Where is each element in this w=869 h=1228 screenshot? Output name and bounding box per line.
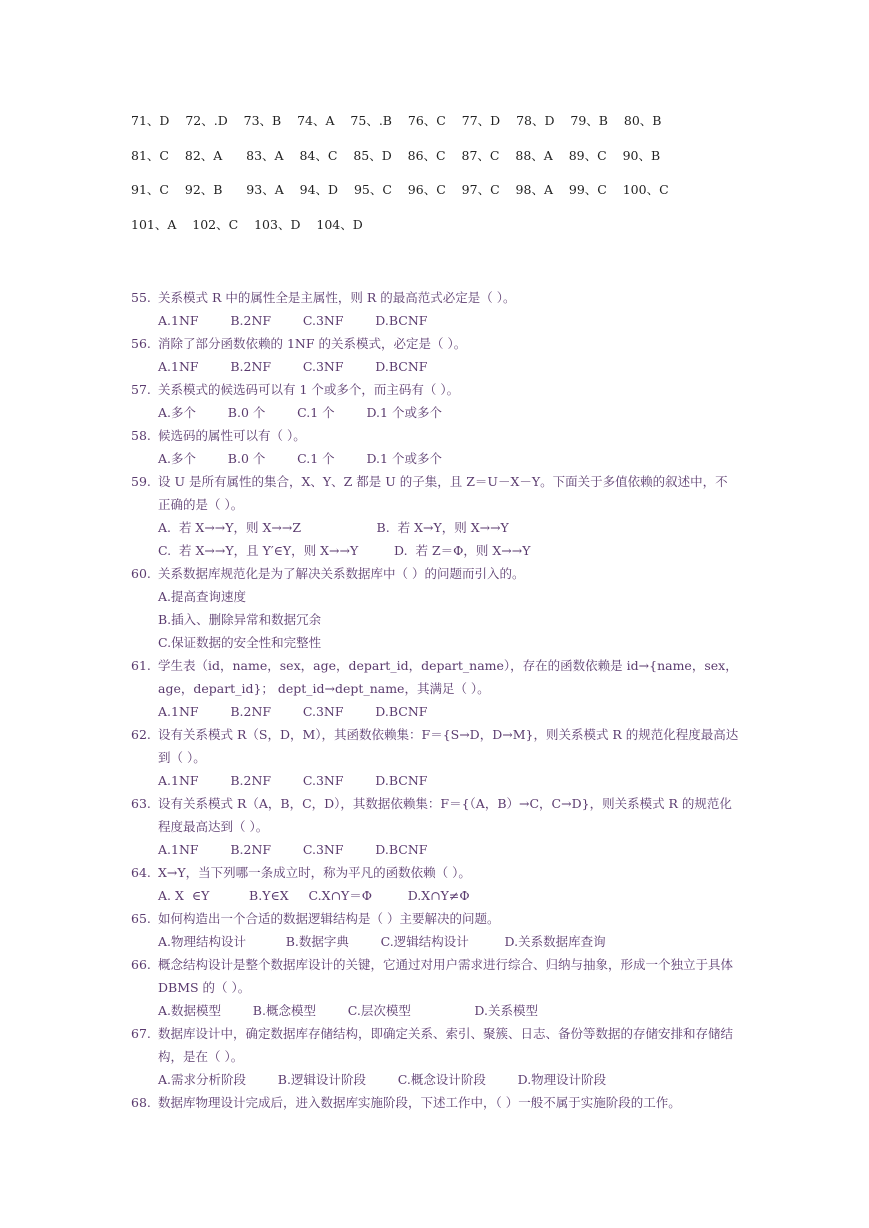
question-item: [131, 378, 741, 424]
question-number: 58.: [131, 428, 151, 443]
question-stem: [131, 286, 741, 309]
question-text: 消除了部分函数依赖的 1NF 的关系模式，必定是（ ）。: [158, 336, 467, 351]
question-number: 62.: [131, 727, 151, 742]
question-number: 60.: [131, 566, 151, 581]
question-item: [131, 1091, 741, 1114]
question-item: [131, 861, 741, 907]
question-text: 学生表（id，name，sex，age，depart_id，depart_name），存在的函数依赖是 id→{name，sex，age，depart_id}； dept_id→dept_name，其满足（ ）。: [158, 658, 738, 696]
question-options: A.需求分析阶段 B.逻辑设计阶段 C.概念设计阶段 D.物理设计阶段: [158, 1072, 607, 1087]
question-stem: [131, 1091, 741, 1114]
question-text: 设有关系模式 R（A，B，C，D），其数据依赖集：F＝{（A，B）→C，C→D}，则关系模式 R 的规范化程度最高达到（ ）。: [158, 796, 732, 834]
question-stem: [131, 378, 741, 401]
question-number: 59.: [131, 474, 151, 489]
question-text: 如何构造出一个合适的数据逻辑结构是（ ）主要解决的问题。: [158, 911, 500, 926]
question-item: [131, 424, 741, 470]
question-item: [131, 953, 741, 1022]
question-text: 关系模式 R 中的属性全是主属性，则 R 的最高范式必定是（ ）。: [158, 290, 516, 305]
question-number: 55.: [131, 290, 151, 305]
question-options: A.数据模型 B.概念模型 C.层次模型 D.关系模型: [158, 1003, 538, 1018]
question-stem: [131, 792, 741, 838]
question-number: 56.: [131, 336, 151, 351]
question-number: 65.: [131, 911, 151, 926]
question-number: 68.: [131, 1095, 151, 1110]
question-options: A.1NF B.2NF C.3NF D.BCNF: [158, 359, 428, 374]
question-text: 数据库设计中，确定数据库存储结构，即确定关系、索引、聚簇、日志、备份等数据的存储安排和存储结构，是在（ ）。: [158, 1026, 734, 1064]
question-number: 61.: [131, 658, 151, 673]
question-options: A.1NF B.2NF C.3NF D.BCNF: [158, 313, 428, 328]
question-stem: [131, 470, 741, 516]
question-stem: [131, 907, 741, 930]
question-options: A.1NF B.2NF C.3NF D.BCNF: [158, 773, 428, 788]
question-options: C. 若 X→→Y，且 Y′∈Y，则 X→→Y D. 若 Z＝Φ，则 X→→Y: [158, 543, 531, 558]
question-text: 关系模式的候选码可以有 1 个或多个，而主码有（ ）。: [158, 382, 460, 397]
question-text: 概念结构设计是整个数据库设计的关键，它通过对用户需求进行综合、归纳与抽象，形成一个独立于具体 DBMS 的（ ）。: [158, 957, 734, 995]
question-options: A.物理结构设计 B.数据字典 C.逻辑结构设计 D.关系数据库查询: [158, 934, 606, 949]
question-text: 关系数据库规范化是为了解决关系数据库中（ ）的问题而引入的。: [158, 566, 525, 581]
question-number: 63.: [131, 796, 151, 811]
question-number: 57.: [131, 382, 151, 397]
question-number: 64.: [131, 865, 151, 880]
question-number: 66.: [131, 957, 151, 972]
answer-row: 101、A 102、C 103、D 104、D: [131, 216, 363, 232]
question-stem: [131, 861, 741, 884]
question-options: A.1NF B.2NF C.3NF D.BCNF: [158, 704, 428, 719]
question-options: C.保证数据的安全性和完整性: [158, 635, 322, 650]
question-stem: [131, 424, 741, 447]
answer-row: 91、C 92、B 93、A 94、D 95、C 96、C 97、C 98、A 99、C 100、C: [131, 182, 669, 197]
question-text: 数据库物理设计完成后，进入数据库实施阶段，下述工作中，（ ）一般不属于实施阶段的工作。: [158, 1095, 681, 1110]
question-stem: [131, 654, 741, 700]
question-text: 设有关系模式 R（S，D，M），其函数依赖集：F＝{S→D，D→M}，则关系模式 R 的规范化程度最高达到（ ）。: [158, 727, 739, 765]
answer-row: 81、C 82、A 83、A 84、C 85、D 86、C 87、C 88、A 89、C 90、B: [131, 147, 661, 163]
question-text: X→Y，当下列哪一条成立时，称为平凡的函数依赖（ ）。: [158, 865, 471, 880]
answer-row: 71、D 72、.D 73、B 74、A 75、.B 76、C 77、D 78、D 79、B 80、B: [131, 113, 662, 128]
question-options: B.插入、删除异常和数据冗余: [158, 612, 322, 627]
question-stem: [131, 953, 741, 999]
question-stem: [131, 562, 741, 585]
question-stem: [131, 723, 741, 769]
question-stem: [131, 1022, 741, 1068]
question-item: [131, 792, 741, 861]
question-text: 候选码的属性可以有（ ）。: [158, 428, 306, 443]
question-stem: [131, 332, 741, 355]
question-item: [131, 470, 741, 562]
question-options: A.1NF B.2NF C.3NF D.BCNF: [158, 842, 428, 857]
question-list: [131, 286, 741, 1114]
question-options: A. X ∈Y B.Y∈X C.X∩Y＝Φ D.X∩Y≠Φ: [158, 888, 470, 903]
question-options: A.多个 B.0 个 C.1 个 D.1 个或多个: [158, 451, 442, 466]
question-options: A.多个 B.0 个 C.1 个 D.1 个或多个: [158, 405, 442, 420]
question-item: [131, 723, 741, 792]
answer-key: [131, 110, 669, 248]
question-item: [131, 562, 741, 654]
question-item: [131, 907, 741, 953]
question-text: 设 U 是所有属性的集合，X、Y、Z 都是 U 的子集，且 Z＝U－X－Y。下面关于多值依赖的叙述中，不 正确的是（ ）。: [158, 474, 728, 512]
question-number: 67.: [131, 1026, 151, 1041]
question-options: A.提高查询速度: [158, 589, 247, 604]
question-item: [131, 654, 741, 723]
question-options: A. 若 X→→Y，则 X→→Z B. 若 X→Y，则 X→→Y: [158, 520, 509, 535]
question-item: [131, 332, 741, 378]
question-item: [131, 286, 741, 332]
question-item: [131, 1022, 741, 1091]
